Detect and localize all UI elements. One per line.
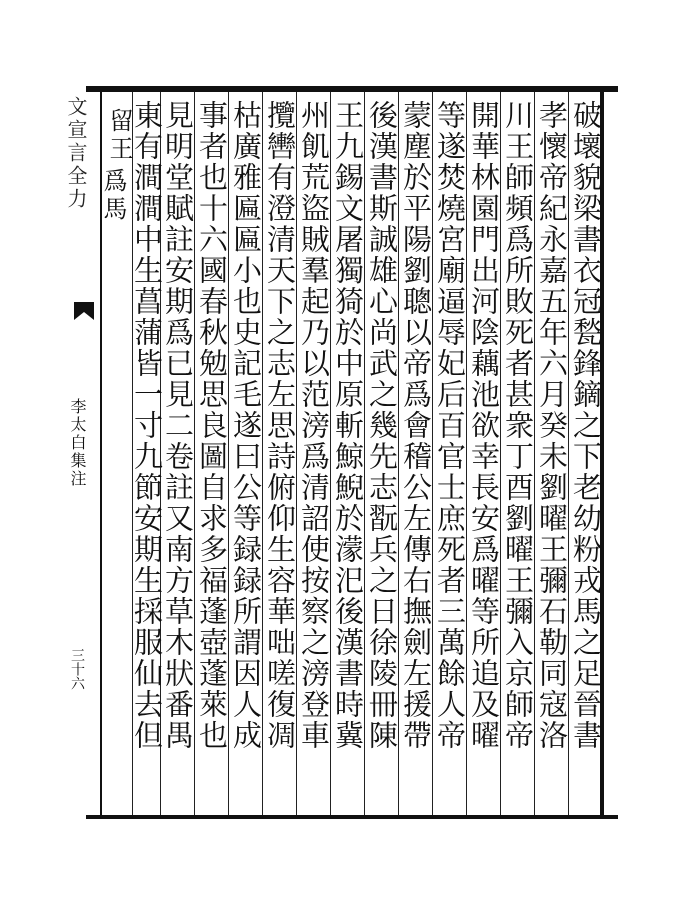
text-column: 枯廣雅匾匾小也史記毛遂曰公等録録所謂因人成 bbox=[229, 100, 263, 751]
text-column: 州飢荒盜賊羣起乃以范滂爲清詔使按察之滂登車 bbox=[297, 100, 331, 751]
text-column-small: 留王 bbox=[105, 108, 133, 164]
text-column: 蒙塵於平陽劉聰以帝爲會稽公左傳右撫劍左援帶 bbox=[399, 100, 433, 751]
book-title: 李太白集注 bbox=[68, 398, 87, 488]
text-column: 破壞貌梁書衣冠甃鋒鏑之下老幼粉戎馬之足晉書 bbox=[569, 100, 603, 751]
text-column: 東有澗澗中生菖蒲皆一寸九節安期生採服仙去但 bbox=[130, 100, 164, 751]
text-column: 事者也十六國春秋勉思良圖自求多福蓬壺蓬萊也 bbox=[195, 100, 229, 751]
page-number: 三十六 bbox=[69, 648, 85, 690]
text-column: 後漢書斯誠雄心尚武之幾先志翫兵之日徐陵冊陳 bbox=[365, 100, 399, 751]
text-column: 孝懷帝紀永嘉五年六月癸未劉曜王彌石勒同寇洛 bbox=[535, 100, 569, 751]
text-column: 攬轡有澄清天下之志左思詩俯仰生容華咄嗟復凋 bbox=[263, 100, 297, 751]
text-column: 開華林園門出河陰藕池欲幸長安爲曜等所追及曜 bbox=[467, 100, 501, 751]
text-column: 等遂焚燒宮廟逼辱妃后百官士庶死者三萬餘人帝 bbox=[433, 100, 467, 751]
fishtail-ornament-icon bbox=[72, 300, 96, 328]
top-border bbox=[86, 86, 618, 92]
text-column-small: 爲馬 bbox=[99, 168, 127, 224]
margin-header: 文宣言全力 bbox=[64, 96, 88, 211]
bottom-border bbox=[86, 815, 618, 819]
text-column: 王九錫文屠獨猗於中原斬鯨鯢於濛汜後漢書時冀 bbox=[331, 100, 365, 751]
text-column: 川王師頻爲所敗死者甚衆丁酉劉曜王彌入京師帝 bbox=[501, 100, 535, 751]
text-column: 見明堂賦註安期爲已見二卷註又南方草木狀番禺 bbox=[161, 100, 195, 751]
